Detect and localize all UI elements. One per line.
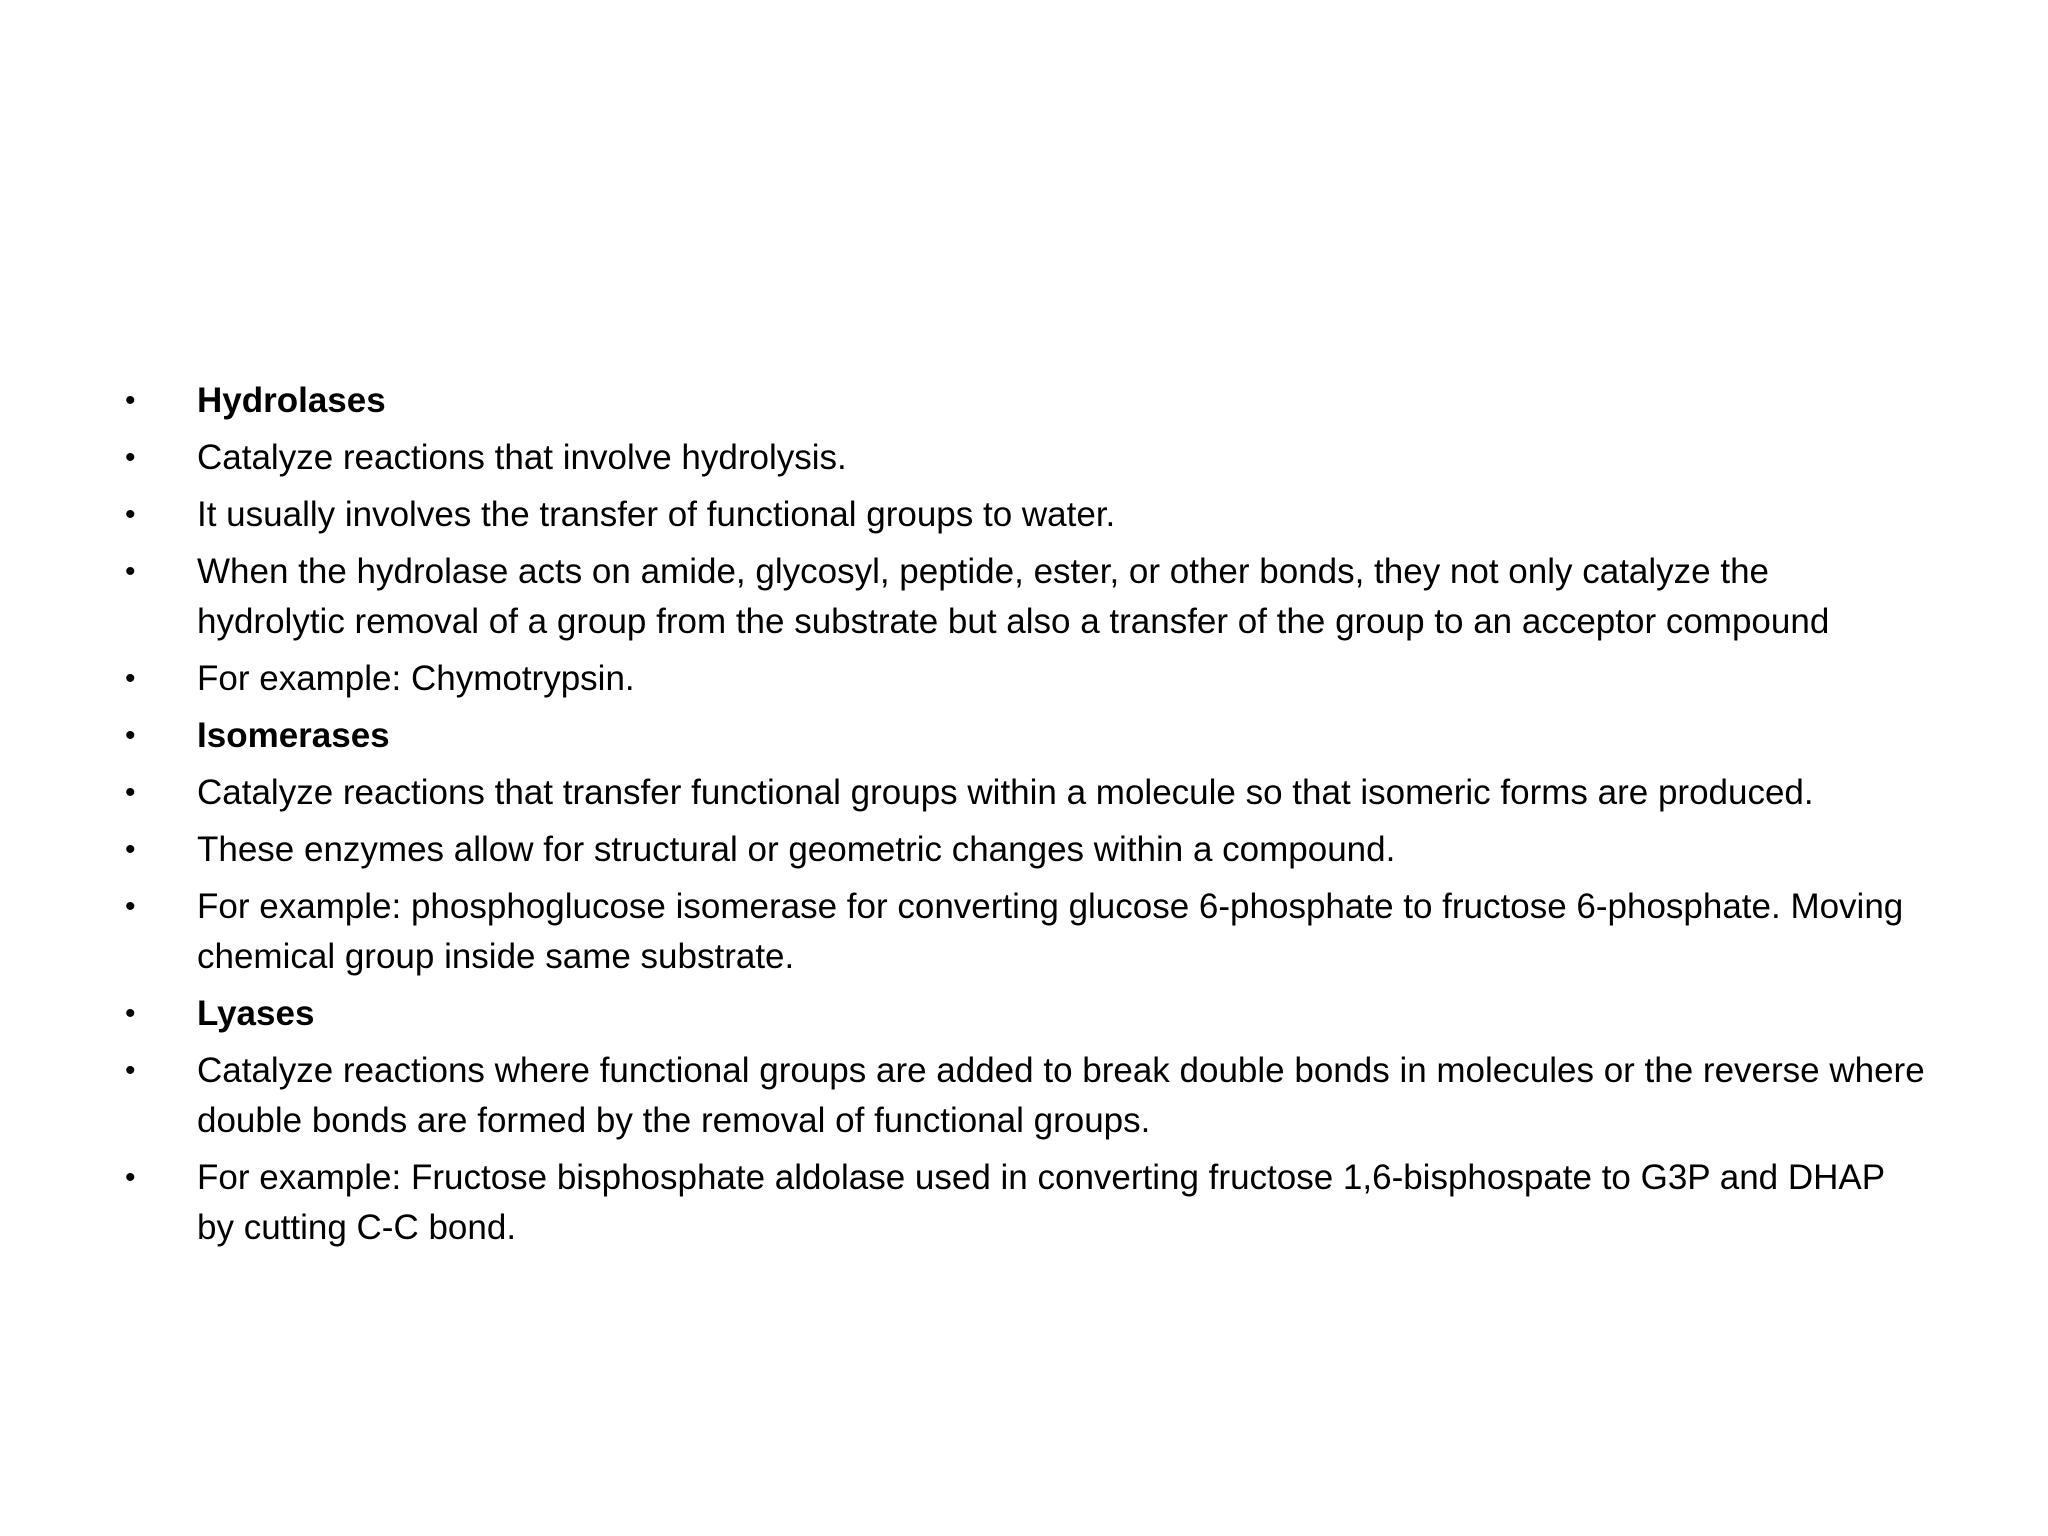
bullet-icon: • [125, 1054, 136, 1087]
bullet-icon: • [125, 776, 136, 809]
bullet-text: Catalyze reactions where functional groups are added to break double bonds in molecules or the reverse where double bonds are formed by the removal of functional groups. [197, 1051, 1925, 1140]
bullet-text: For example: Fructose bisphosphate aldolase used in converting fructose 1,6-bisphospate to G3P and DHAP by cutting C-C bond. [197, 1158, 1885, 1247]
bullet-item-lyases-heading [125, 989, 1925, 1039]
bullet-text: Lyases [197, 994, 315, 1033]
bullet-item [125, 825, 1925, 875]
bullet-text: Catalyze reactions that transfer functional groups within a molecule so that isomeric forms are produced. [197, 773, 1814, 812]
bullet-text: When the hydrolase acts on amide, glycosyl, peptide, ester, or other bonds, they not only catalyze the hydrolytic removal of a group from the substrate but also a transfer of the group to an acceptor compound [197, 552, 1830, 641]
bullet-icon: • [125, 719, 136, 752]
bullet-text: For example: Chymotrypsin. [197, 659, 635, 698]
bullet-icon: • [125, 662, 136, 695]
bullet-icon: • [125, 441, 136, 474]
bullet-text: Hydrolases [197, 381, 386, 420]
bullet-icon: • [125, 555, 136, 588]
bullet-icon: • [125, 498, 136, 531]
bullet-item-hydrolases-heading [125, 376, 1925, 426]
bullet-item [125, 654, 1925, 704]
bullet-icon: • [125, 997, 136, 1030]
bullet-item [125, 433, 1925, 483]
bullet-icon: • [125, 384, 136, 417]
bullet-text: It usually involves the transfer of functional groups to water. [197, 495, 1116, 534]
bullet-list [125, 376, 1925, 1253]
bullet-item [125, 547, 1925, 647]
bullet-item-isomerases-heading [125, 711, 1925, 761]
bullet-item [125, 768, 1925, 818]
bullet-item [125, 1046, 1925, 1146]
bullet-item [125, 882, 1925, 982]
bullet-item [125, 1153, 1925, 1253]
bullet-text: For example: phosphoglucose isomerase for converting glucose 6-phosphate to fructose 6-phosphate. Moving chemical group inside same substrate. [197, 887, 1904, 976]
bullet-icon: • [125, 890, 136, 923]
bullet-icon: • [125, 833, 136, 866]
bullet-item [125, 490, 1925, 540]
bullet-text: Isomerases [197, 716, 390, 755]
slide-body [125, 376, 1925, 1260]
bullet-text: These enzymes allow for structural or geometric changes within a compound. [197, 830, 1396, 869]
bullet-icon: • [125, 1161, 136, 1194]
bullet-text: Catalyze reactions that involve hydrolysis. [197, 438, 847, 477]
